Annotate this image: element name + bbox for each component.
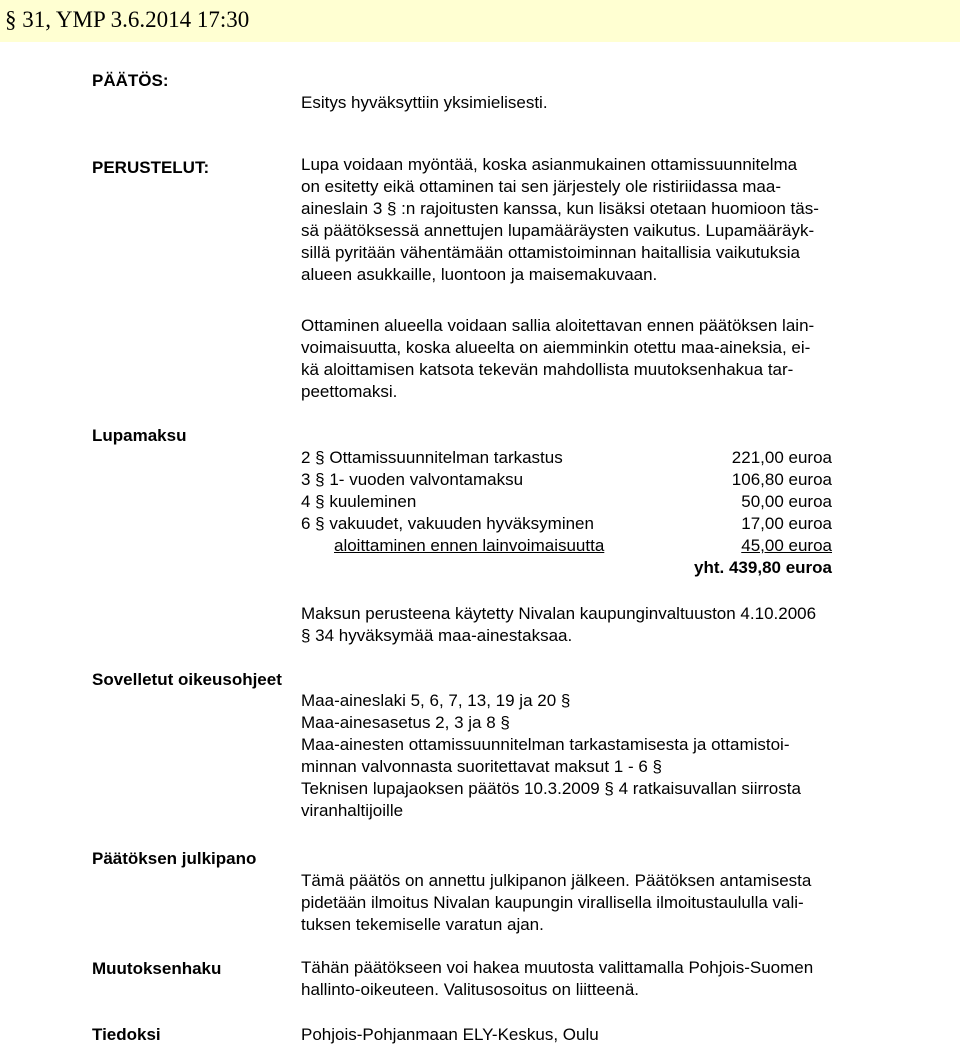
fee-row-desc: 3 § 1- vuoden valvontamaksu	[301, 470, 524, 489]
legal-line: Teknisen lupajaoksen päätös 10.3.2009 § 4 ratkaisuvallan siirrosta	[301, 779, 801, 798]
info-label: Tiedoksi	[92, 1025, 161, 1044]
grounds-p1-line: sä päätöksessä annettujen lupamääräysten vaikutus. Lupamääräyk-	[301, 221, 815, 240]
fee-row-amount: 17,00 euroa	[741, 514, 832, 533]
decision-text: Esitys hyväksyttiin yksimielisesti.	[301, 93, 548, 112]
fee-row-desc: 6 § vakuudet, vakuuden hyväksyminen	[301, 514, 594, 533]
fee-row-desc: aloittaminen ennen lainvoimaisuutta	[334, 536, 605, 555]
appeal-line: Tähän päätökseen voi hakea muutosta valittamalla Pohjois-Suomen	[301, 958, 814, 977]
appeal-text	[301, 957, 813, 1001]
legal-references	[301, 690, 801, 822]
fee-row-amount: 50,00 euroa	[741, 492, 832, 511]
legal-line: Maa-ainesasetus 2, 3 ja 8 §	[301, 713, 510, 732]
info-text: Pohjois-Pohjanmaan ELY-Keskus, Oulu	[301, 1025, 599, 1044]
fee-row-amount: 45,00 euroa	[741, 536, 832, 555]
fee-basis-line: Maksun perusteena käytetty Nivalan kaupunginvaltuuston 4.10.2006	[301, 604, 817, 623]
grounds-p2-line: voimaisuutta, koska alueelta on aiemminkin otettu maa-aineksia, ei-	[301, 338, 811, 357]
fee-row-amount: 221,00 euroa	[731, 448, 832, 467]
publication-line: pidetään ilmoitus Nivalan kaupungin virallisella ilmoitustaululla vali-	[301, 893, 804, 912]
appeal-label: Muutoksenhaku	[92, 959, 222, 978]
publication-text	[301, 870, 811, 936]
grounds-paragraph-2	[301, 315, 814, 403]
legal-line: minnan valvonnasta suoritettavat maksut 1 - 6 §	[301, 757, 662, 776]
grounds-p1-line: alueen asukkaille, luontoon ja maisemakuvaan.	[301, 265, 658, 284]
publication-line: Tämä päätös on annettu julkipanon jälkeen. Päätöksen antamisesta	[301, 871, 812, 890]
fee-basis	[301, 603, 816, 647]
fee-label: Lupamaksu	[92, 426, 187, 445]
fee-row-desc: 2 § Ottamissuunnitelman tarkastus	[301, 448, 563, 467]
fee-total: yht. 439,80 euroa	[694, 558, 832, 577]
grounds-p1-line: aineslain 3 § :n rajoitusten kanssa, kun lisäksi otetaan huomioon täs-	[301, 199, 819, 218]
publication-line: tuksen tekemiselle varatun ajan.	[301, 915, 544, 934]
grounds-label: PERUSTELUT:	[92, 158, 210, 177]
legal-line: Maa-ainesten ottamissuunnitelman tarkastamisesta ja ottamistoi-	[301, 735, 790, 754]
grounds-paragraph-1	[301, 154, 819, 286]
grounds-p1-line: on esitetty eikä ottaminen tai sen järjestely ole ristiriidassa maa-	[301, 177, 781, 196]
grounds-p2-line: peettomaksi.	[301, 382, 398, 401]
legal-line: viranhaltijoille	[301, 801, 404, 820]
legal-label: Sovelletut oikeusohjeet	[92, 670, 282, 689]
fee-row-amount: 106,80 euroa	[731, 470, 832, 489]
grounds-p2-line: Ottaminen alueella voidaan sallia aloitettavan ennen päätöksen lain-	[301, 316, 815, 335]
grounds-p1-line: Lupa voidaan myöntää, koska asianmukainen ottamissuunnitelma	[301, 155, 798, 174]
header-text: § 31, YMP 3.6.2014 17:30	[5, 7, 250, 32]
legal-line: Maa-aineslaki 5, 6, 7, 13, 19 ja 20 §	[301, 691, 571, 710]
document-header	[0, 0, 960, 42]
decision-label: PÄÄTÖS:	[92, 71, 169, 90]
grounds-p2-line: kä aloittamisen katsota tekevän mahdollista muutoksenhakua tar-	[301, 360, 794, 379]
grounds-p1-line: sillä pyritään vähentämään ottamistoiminnan haitallisia vaikutuksia	[301, 243, 800, 262]
fee-row-desc: 4 § kuuleminen	[301, 492, 417, 511]
publication-label: Päätöksen julkipano	[92, 849, 257, 868]
appeal-line: hallinto-oikeuteen. Valitusosoitus on liitteenä.	[301, 980, 640, 999]
fee-basis-line: § 34 hyväksymää maa-ainestaksaa.	[301, 626, 573, 645]
